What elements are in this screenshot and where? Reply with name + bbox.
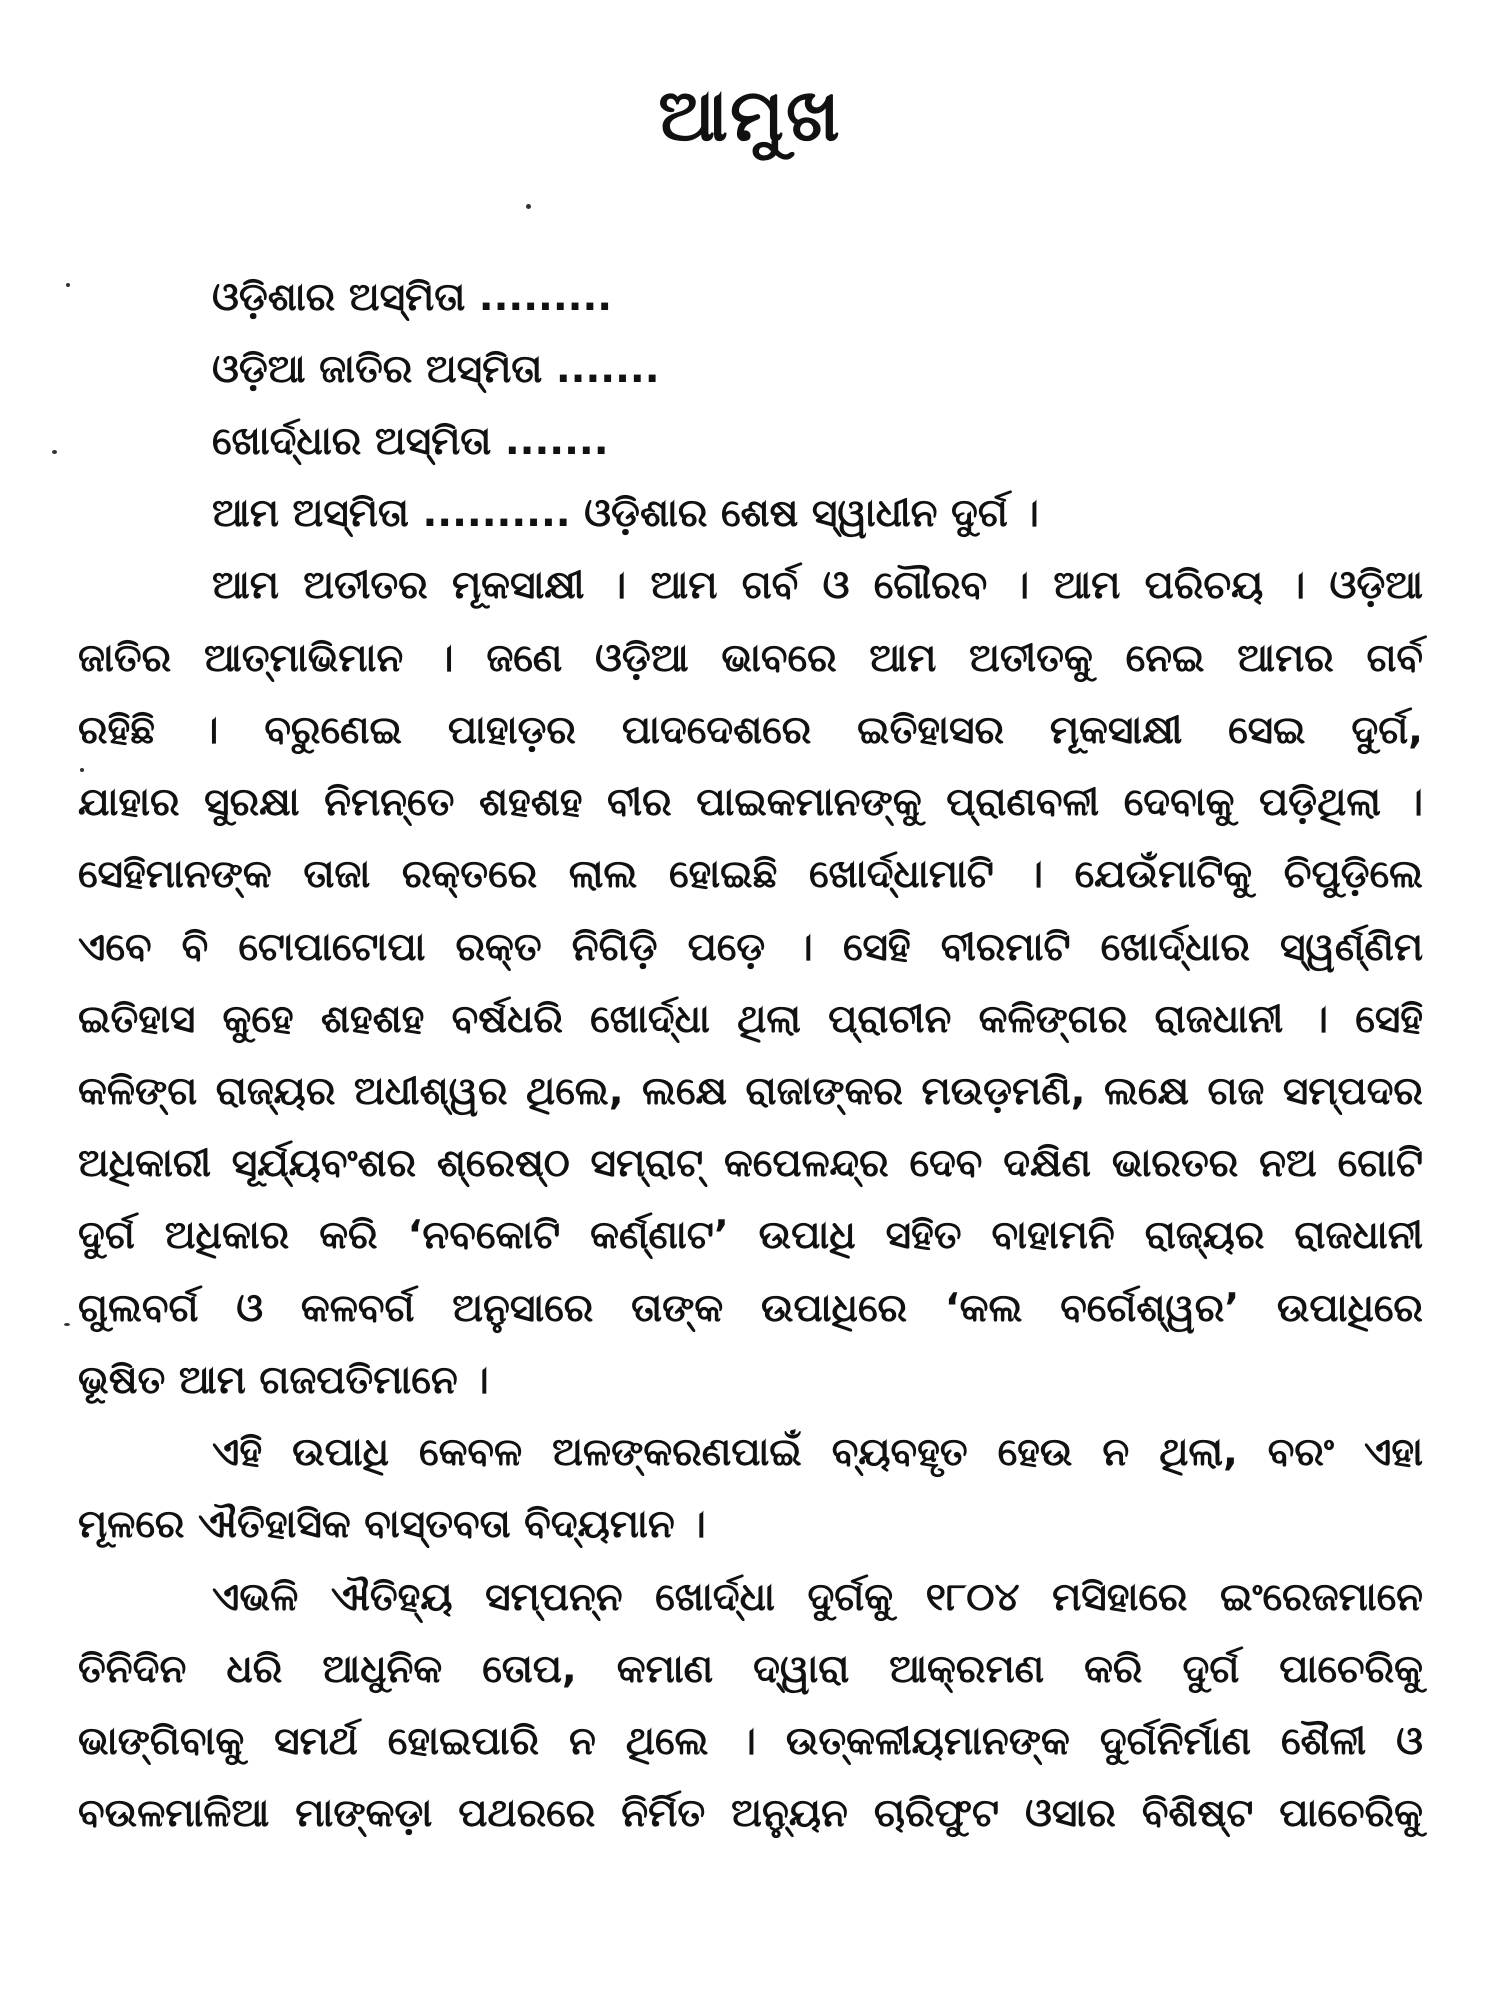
text-line: ଦୁର୍ଗ ଅଧିକାର କରି ‘ନବକୋଟି କର୍ଣ୍ଣାଟ’ ଉପାଧି ସହିତ ବାହାମନି ରାଜ୍ୟର ରାଜଧାନୀ [78, 1213, 1423, 1258]
text-line: ଭାଙ୍ଗିବାକୁ ସମର୍ଥ ହୋଇପାରି ନ ଥିଲେ । ଉତ୍କଳୀୟମାନଙ୍କ ଦୁର୍ଗନିର୍ମାଣ ଶୈଳୀ ଓ [78, 1719, 1423, 1764]
text-line: ଗୁଲବର୍ଗ ଓ କଳବର୍ଗ ଅନୁସାରେ ତାଙ୍କ ଉପାଧିରେ ‘କଲ ବର୍ଗେଶ୍ୱର’ ଉପାଧିରେ [78, 1286, 1423, 1331]
scan-speck [80, 768, 84, 772]
text-line: ଯାହାର ସୁରକ୍ଷା ନିମନ୍ତେ ଶହଶହ ବୀର ପାଇକମାନଙ୍କୁ ପ୍ରାଣବଳୀ ଦେବାକୁ ପଡ଼ିଥିଲା । [78, 780, 1423, 825]
text-line: ଓଡ଼ିଶାର ଅସ୍ମିତା ......... [212, 275, 613, 320]
text-line: ଭୂଷିତ ଆମ ଗଜପତିମାନେ । [78, 1358, 489, 1403]
text-line: ରହିଛି । ବରୁଣେଇ ପାହାଡ଼ର ପାଦଦେଶରେ ଇତିହାସର ମୂକସାକ୍ଷୀ ସେଇ ଦୁର୍ଗ, [78, 708, 1423, 753]
text-line: ଏଭଳି ଐତିହ୍ୟ ସମ୍ପନ୍ନ ଖୋର୍ଦ୍ଧା ଦୁର୍ଗକୁ ୧୮୦୪ ମସିହାରେ ଇଂରେଜମାନେ [212, 1575, 1423, 1620]
text-line: ଇତିହାସ କୁହେ ଶହଶହ ବର୍ଷଧରି ଖୋର୍ଦ୍ଧା ଥିଲା ପ୍ରାଚୀନ କଳିଙ୍ଗର ରାଜଧାନୀ । ସେହି [78, 997, 1423, 1042]
text-line: ତିନିଦିନ ଧରି ଆଧୁନିକ ତୋପ, କମାଣ ଦ୍ୱାରା ଆକ୍ରମଣ କରି ଦୁର୍ଗ ପାଚେରିକୁ [78, 1647, 1423, 1692]
text-line: ଏବେ ବି ଟୋପାଟୋପା ରକ୍ତ ନିଗିଡ଼ି ପଡ଼େ । ସେହି ବୀରମାଟି ଖୋର୍ଦ୍ଧାର ସ୍ୱର୍ଣ୍ଣିମ [78, 925, 1423, 970]
scan-speck [66, 283, 70, 287]
text-line: କଳିଙ୍ଗ ରାଜ୍ୟର ଅଧୀଶ୍ୱର ଥିଲେ, ଲକ୍ଷେ ରାଜାଙ୍କର ମଉଡ଼ମଣି, ଲକ୍ଷେ ଗଜ ସମ୍ପଦର [78, 1069, 1423, 1114]
text-line: ସେହିମାନଙ୍କ ତାଜା ରକ୍ତରେ ଲାଲ ହୋଇଛି ଖୋର୍ଦ୍ଧାମାଟି । ଯେଉଁମାଟିକୁ ଚିପୁଡ଼ିଲେ [78, 852, 1423, 897]
text-line: ଜାତିର ଆତ୍ମାଭିମାନ । ଜଣେ ଓଡ଼ିଆ ଭାବରେ ଆମ ଅତୀତକୁ ନେଇ ଆମର ଗର୍ବ [78, 636, 1423, 681]
text-line: ଆମ ଅତୀତର ମୂକସାକ୍ଷୀ । ଆମ ଗର୍ବ ଓ ଗୌରବ । ଆମ ପରିଚୟ । ଓଡ଼ିଆ [212, 563, 1423, 608]
scan-speck [526, 204, 531, 209]
text-line: ଖୋର୍ଦ୍ଧାର ଅସ୍ମିତା ....... [212, 419, 609, 464]
page-title: ଆମୁଖ [658, 73, 842, 157]
scan-speck [52, 450, 57, 454]
text-line: ଆମ ଅସ୍ମିତା .......... ଓଡ଼ିଶାର ଶେଷ ସ୍ୱାଧୀନ ଦୁର୍ଗ । [212, 491, 1039, 536]
text-line: ମୂଳରେ ଐତିହାସିକ ବାସ୍ତବତା ବିଦ୍ୟମାନ । [78, 1502, 706, 1547]
text-line: ବଉଳମାଳିଆ ମାଙ୍କଡ଼ା ପଥରରେ ନିର୍ମିତ ଅନ୍ୟୁନ ଚାରିଫୁଟ ଓସାର ବିଶିଷ୍ଟ ପାଚେରିକୁ [78, 1791, 1423, 1836]
scan-speck [64, 1323, 70, 1326]
text-line: ଏହି ଉପାଧି କେବଳ ଅଳଙ୍କରଣପାଇଁ ବ୍ୟବହୃତ ହେଉ ନ ଥିଲା, ବରଂ ଏହା [212, 1430, 1423, 1475]
text-line: ଅଧିକାରୀ ସୂର୍ଯ୍ୟବଂଶର ଶ୍ରେଷ୍ଠ ସମ୍ରାଟ୍ କପେଳନ୍ଦ୍ର ଦେବ ଦକ୍ଷିଣ ଭାରତର ନଅ ଗୋଟି [78, 1141, 1423, 1186]
text-line: ଓଡ଼ିଆ ଜାତିର ଅସ୍ମିତା ....... [212, 347, 660, 392]
